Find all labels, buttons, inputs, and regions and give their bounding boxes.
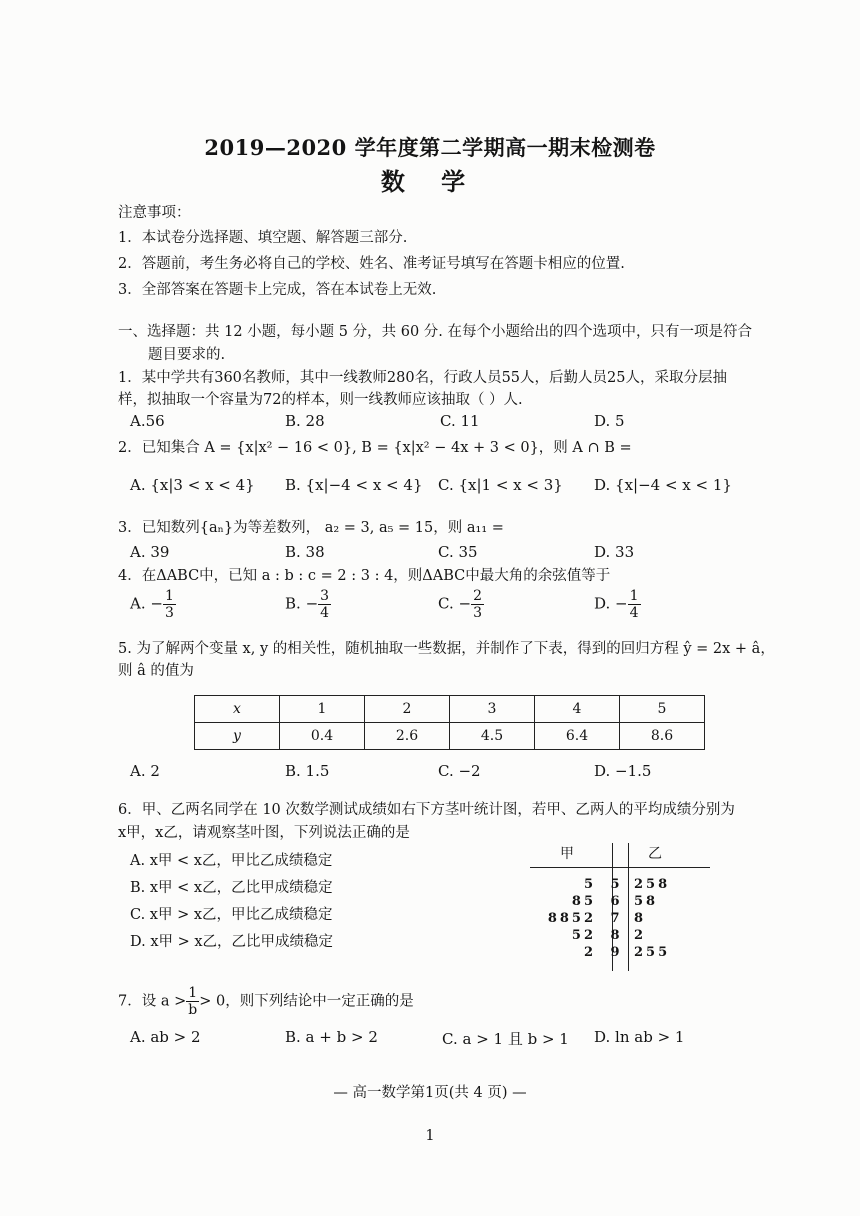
- leaf-left: 52: [571, 928, 596, 943]
- notice-heading: 注意事项：: [118, 205, 191, 221]
- q5-stem-cont: 则 â 的值为: [118, 663, 194, 679]
- q1-option-a: A.56: [130, 412, 165, 430]
- q2-stem: 2．已知集合 A = {x|x² − 16 < 0}, B = {x|x² − 4x + 3 < 0}，则 A ∩ B =: [118, 440, 632, 456]
- table-cell: 2: [365, 696, 450, 723]
- q5-option-d: D. −1.5: [594, 762, 652, 780]
- q3-option-c: C. 35: [438, 543, 478, 561]
- table-cell: 3: [450, 696, 535, 723]
- q5-data-table: [194, 695, 705, 750]
- q2-option-c: C. {x|1 < x < 3}: [438, 476, 563, 494]
- table-cell: 6.4: [535, 723, 620, 750]
- leaf-right: 258: [634, 877, 671, 892]
- stem: 9: [610, 945, 620, 960]
- q3-option-b: B. 38: [285, 543, 325, 561]
- q1-option-c: C. 11: [440, 412, 480, 430]
- stem-leaf-plot: [522, 843, 722, 973]
- q3-option-d: D. 33: [594, 543, 635, 561]
- stemleaf-row: [522, 910, 714, 927]
- q5-option-b: B. 1.5: [285, 762, 330, 780]
- q6-stem: 6．甲、乙两名同学在 10 次数学测试成绩如右下方茎叶统计图，若甲、乙两人的平均成绩分别为: [118, 802, 735, 818]
- leaf-right: 58: [634, 894, 659, 909]
- notice-item: 2．答题前，考生务必将自己的学校、姓名、准考证号填写在答题卡相应的位置.: [118, 256, 625, 272]
- stem: 8: [610, 928, 620, 943]
- q7-option-a: A. ab > 2: [130, 1028, 201, 1046]
- leaf-left: 85: [571, 894, 596, 909]
- page-number: 1: [425, 1128, 435, 1144]
- stemleaf-row: [522, 927, 714, 944]
- table-cell: 2.6: [365, 723, 450, 750]
- stemleaf-row: [522, 876, 714, 893]
- table-cell: 1: [280, 696, 365, 723]
- q5-option-c: C. −2: [438, 762, 481, 780]
- stem: 5: [610, 877, 620, 892]
- leaf-left: 2: [583, 945, 596, 960]
- stem: 7: [610, 911, 620, 926]
- notice-item: 3．全部答案在答题卡上完成，答在本试卷上无效.: [118, 282, 437, 298]
- q6-option-a: A. x甲 < x乙，甲比乙成绩稳定: [130, 853, 333, 869]
- q5-stem: 5. 为了解两个变量 x, y 的相关性，随机抽取一些数据，并制作了下表，得到的回归方程 ŷ = 2x + â，: [118, 641, 775, 657]
- stemleaf-row: [522, 893, 714, 910]
- page-footer: — 高一数学第1页(共 4 页) —: [333, 1085, 527, 1101]
- subject-title: 数 学: [380, 167, 480, 196]
- stemleaf-divider: [530, 867, 710, 868]
- q1-option-b: B. 28: [285, 412, 325, 430]
- leaf-right: 2: [634, 928, 647, 943]
- q4-option-a: A. − $\frac{1}{3}$: [130, 588, 174, 621]
- q1-stem-cont: 样，拟抽取一个容量为72的样本，则一线教师应该抽取（ ）人.: [118, 392, 523, 408]
- leaf-left: 5: [583, 877, 596, 892]
- q5-option-a: A. 2: [130, 762, 160, 780]
- table-cell: 4: [535, 696, 620, 723]
- stem: 6: [610, 894, 620, 909]
- q1-option-d: D. 5: [594, 412, 625, 430]
- table-cell: 8.6: [620, 723, 705, 750]
- q4-option-c: C. − $\frac{2}{3}$: [438, 588, 482, 621]
- q6-option-d: D. x甲 > x乙，乙比甲成绩稳定: [130, 934, 334, 950]
- stemleaf-left-header: 甲: [560, 846, 574, 862]
- q4-stem: 4．在ΔABC中，已知 a : b : c = 2 : 3 : 4，则ΔABC中最大角的余弦值等于: [118, 568, 611, 584]
- leaf-left: 8852: [547, 911, 596, 926]
- q7-option-d: D. ln ab > 1: [594, 1028, 685, 1046]
- q7-stem: 7．设 a > $\frac{1}{b}$ > 0，则下列结论中一定正确的是: [118, 985, 414, 1018]
- q7-option-c: C. a > 1 且 b > 1: [442, 1030, 569, 1048]
- q4-option-b: B. − $\frac{3}{4}$: [285, 588, 330, 621]
- leaf-right: 8: [634, 911, 647, 926]
- q2-option-a: A. {x|3 < x < 4}: [130, 476, 255, 494]
- q6-option-c: C. x甲 > x乙，甲比乙成绩稳定: [130, 907, 333, 923]
- q3-option-a: A. 39: [130, 543, 170, 561]
- table-row: [195, 723, 705, 750]
- table-cell: 0.4: [280, 723, 365, 750]
- q6-option-b: B. x甲 < x乙，乙比甲成绩稳定: [130, 880, 333, 896]
- stemleaf-row: [522, 944, 714, 961]
- q4-option-d: D. − $\frac{1}{4}$: [594, 588, 639, 621]
- table-cell: 4.5: [450, 723, 535, 750]
- q6-stem-cont: x甲，x乙，请观察茎叶图，下列说法正确的是: [118, 825, 410, 841]
- q7-option-b: B. a + b > 2: [285, 1028, 378, 1046]
- exam-title: 2019—2020 学年度第二学期高一期末检测卷: [204, 135, 656, 160]
- table-cell: 5: [620, 696, 705, 723]
- q2-option-b: B. {x|−4 < x < 4}: [285, 476, 423, 494]
- section-heading: 一、选择题：共 12 小题，每小题 5 分，共 60 分. 在每个小题给出的四个选项中，只有一项是符合: [118, 324, 752, 340]
- q2-option-d: D. {x|−4 < x < 1}: [594, 476, 732, 494]
- section-heading-cont: 题目要求的.: [148, 347, 226, 363]
- notice-item: 1．本试卷分选择题、填空题、解答题三部分.: [118, 230, 408, 246]
- q1-stem: 1．某中学共有360名教师，其中一线教师280名，行政人员55人，后勤人员25人，采取分层抽: [118, 370, 727, 386]
- table-header-x: x: [195, 696, 280, 723]
- leaf-right: 255: [634, 945, 671, 960]
- table-header-y: y: [195, 723, 280, 750]
- q3-stem: 3．已知数列{aₙ}为等差数列， a₂ = 3, a₅ = 15，则 a₁₁ =: [118, 520, 504, 536]
- stemleaf-right-header: 乙: [648, 846, 662, 862]
- table-row: [195, 696, 705, 723]
